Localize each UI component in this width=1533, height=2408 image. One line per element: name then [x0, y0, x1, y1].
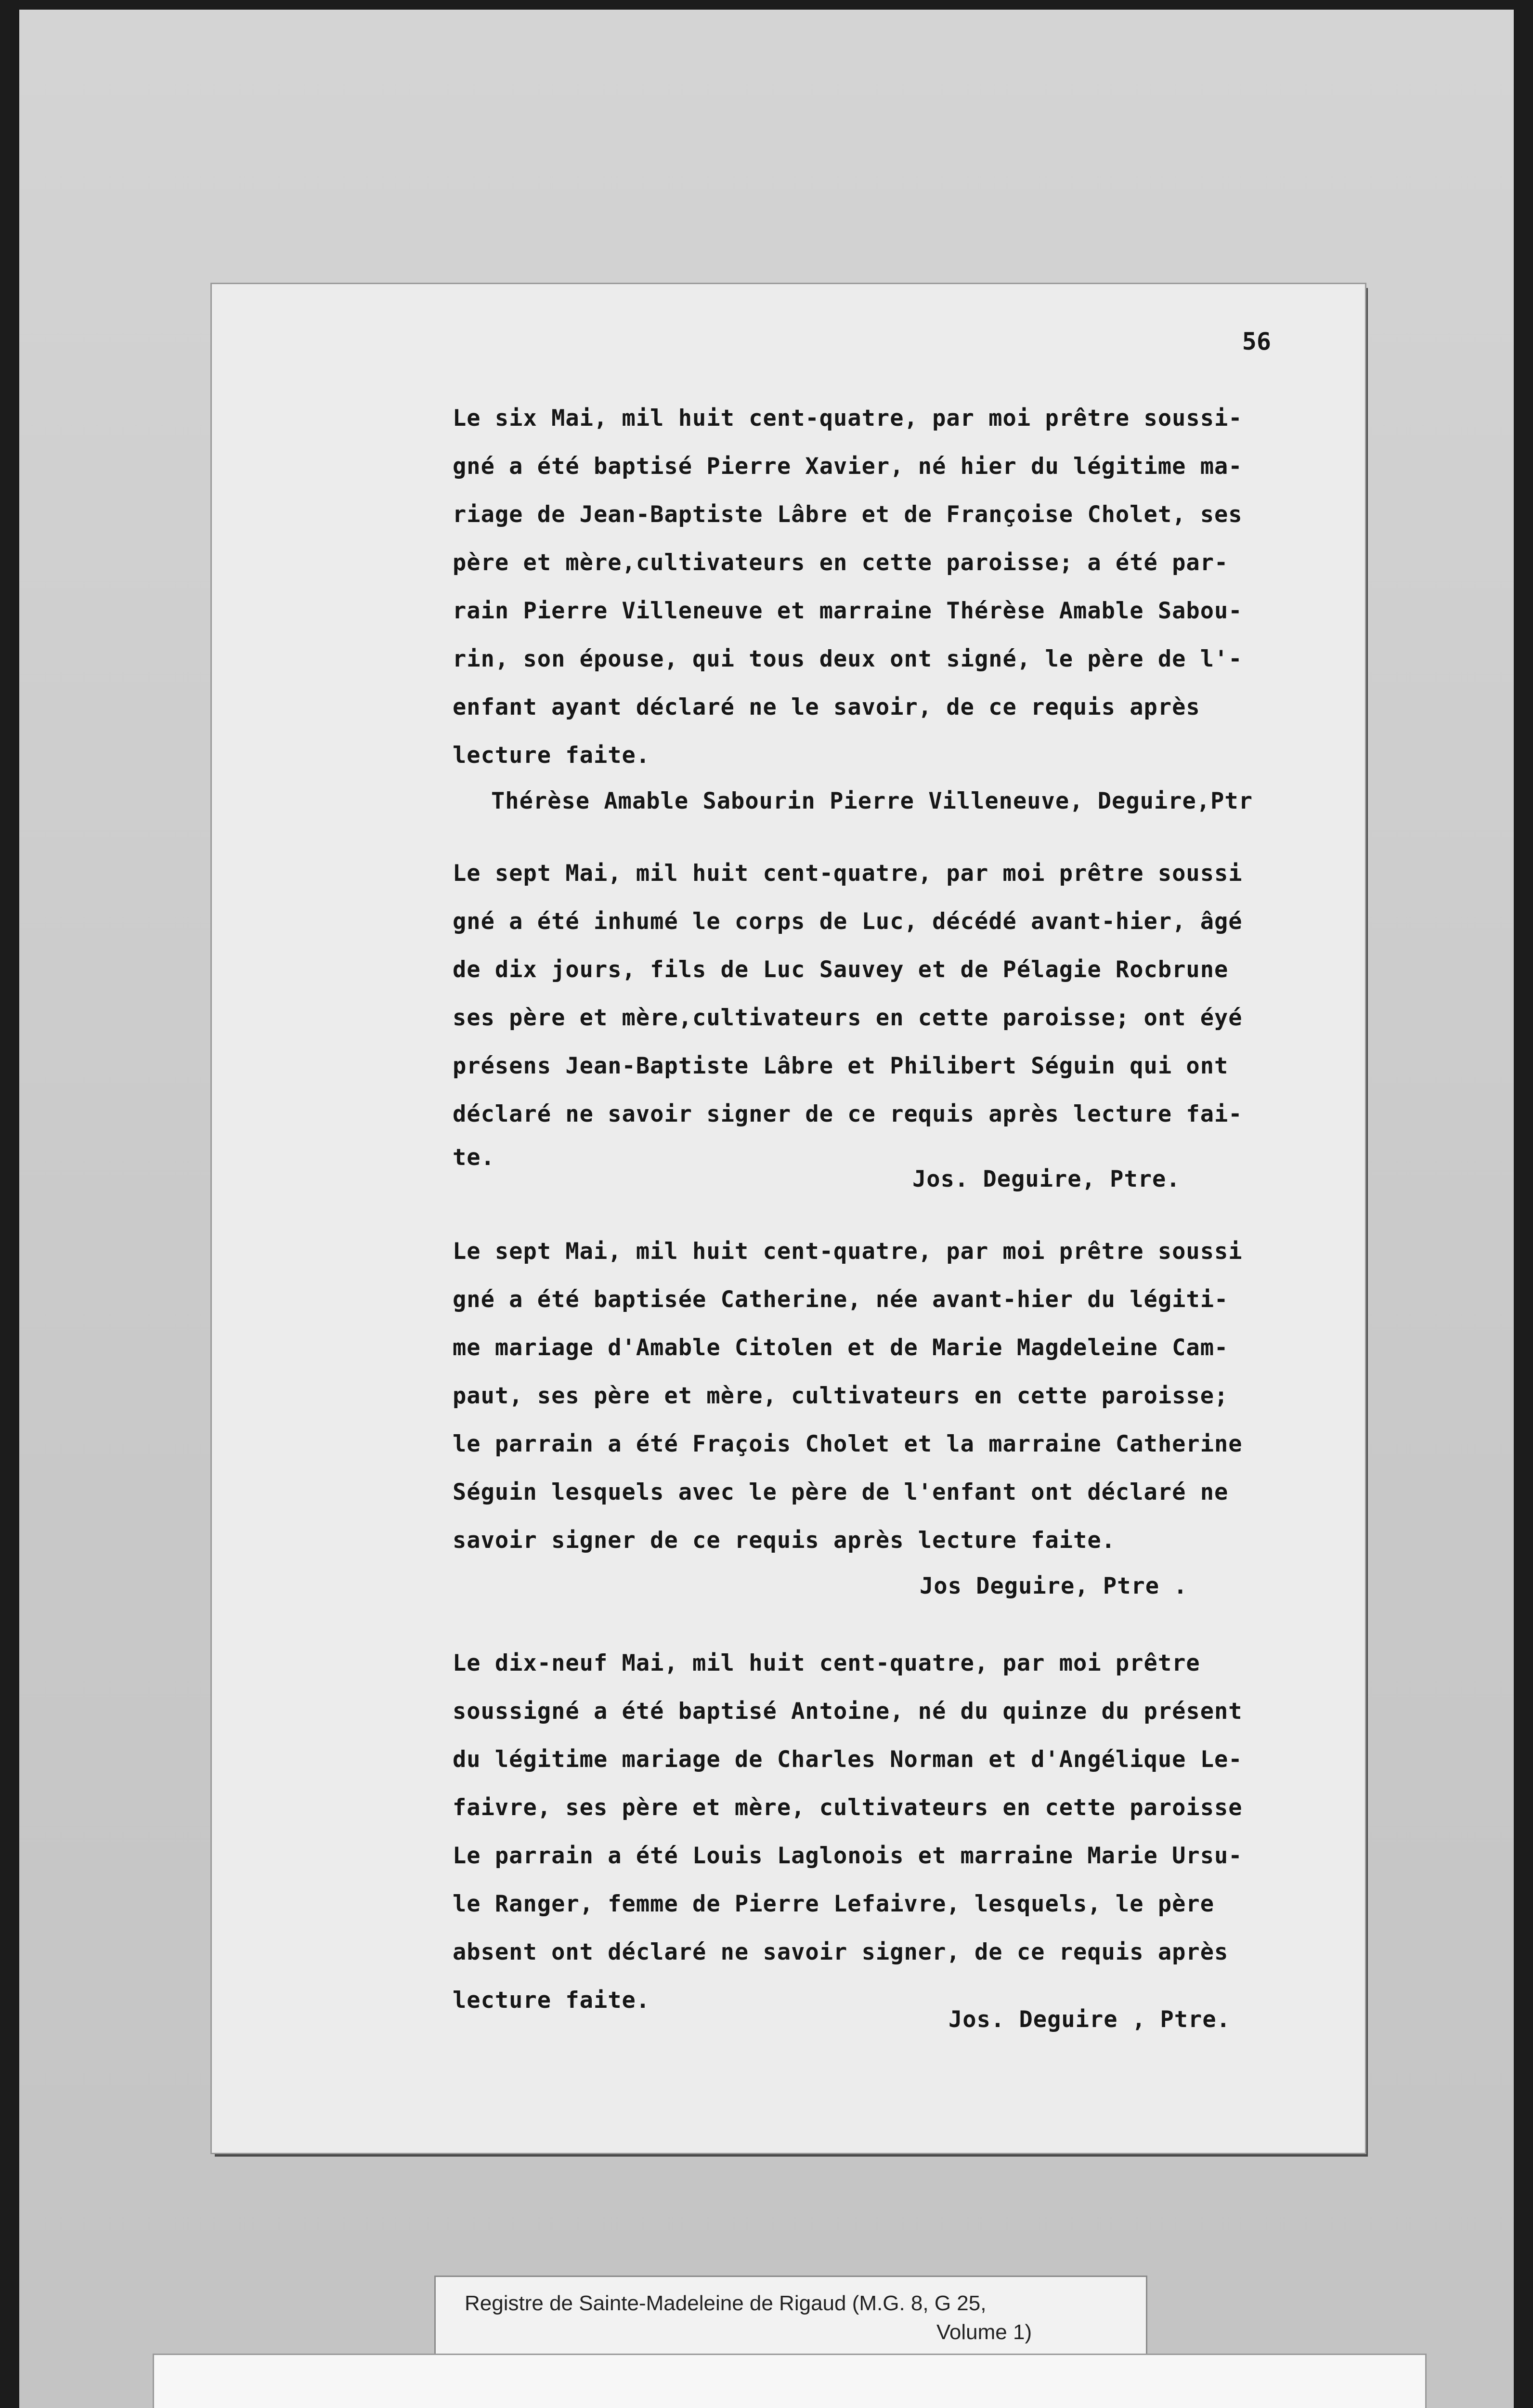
entry-line: de dix jours, fils de Luc Sauvey et de Pélagie Rocbrune: [453, 956, 1229, 983]
entry-line: rain Pierre Villeneuve et marraine Thérèse Amable Sabou-: [453, 598, 1243, 624]
entry-line: faivre, ses père et mère, cultivateurs en cette paroisse: [453, 1794, 1243, 1821]
archive-card: [154, 2355, 1425, 2408]
entry-line: gné a été baptisée Catherine, née avant-hier du légiti-: [453, 1286, 1229, 1313]
entry-line: paut, ses père et mère, cultivateurs en cette paroisse;: [453, 1383, 1229, 1409]
entry-line: rin, son épouse, qui tous deux ont signé, le père de l'-: [453, 646, 1243, 672]
entry-line: du légitime mariage de Charles Norman et d'Angélique Le-: [453, 1746, 1243, 1773]
entry-line: Le sept Mai, mil huit cent-quatre, par moi prêtre soussi: [453, 1238, 1243, 1265]
entry-line: te.: [453, 1144, 495, 1171]
reference-label-line: Volume 1): [936, 2320, 1032, 2344]
entry-line: soussigné a été baptisé Antoine, né du quinze du présent: [453, 1698, 1243, 1725]
entry-line: riage de Jean-Baptiste Lâbre et de Françoise Cholet, ses: [453, 501, 1243, 528]
page-number: 56: [1242, 327, 1271, 355]
entry-line: enfant ayant déclaré ne le savoir, de ce requis après: [453, 694, 1200, 720]
entry-signature: Thérèse Amable Sabourin Pierre Villeneuve, Deguire,Ptr: [491, 788, 1253, 814]
entry-line: lecture faite.: [453, 742, 650, 769]
entry-signature: Jos. Deguire, Ptre.: [912, 1166, 1181, 1192]
entry-line: déclaré ne savoir signer de ce requis après lecture fai-: [453, 1101, 1243, 1127]
reference-label: [436, 2277, 1146, 2354]
entry-line: Le parrain a été Louis Laglonois et marraine Marie Ursu-: [453, 1843, 1243, 1869]
entry-line: Le sept Mai, mil huit cent-quatre, par moi prêtre soussi: [453, 860, 1243, 887]
register-page: [212, 284, 1365, 2153]
entry-line: ses père et mère,cultivateurs en cette paroisse; ont éyé: [453, 1005, 1243, 1031]
entry-line: lecture faite.: [453, 1987, 650, 2014]
entry-line: présens Jean-Baptiste Lâbre et Philibert Séguin qui ont: [453, 1053, 1229, 1079]
entry-line: père et mère,cultivateurs en cette paroisse; a été par-: [453, 550, 1229, 576]
entry-line: gné a été inhumé le corps de Luc, décédé avant-hier, âgé: [453, 908, 1243, 935]
entry-line: Le six Mai, mil huit cent-quatre, par moi prêtre soussi-: [453, 405, 1243, 432]
entry-line: Le dix-neuf Mai, mil huit cent-quatre, par moi prêtre: [453, 1650, 1200, 1676]
entry-line: me mariage d'Amable Citolen et de Marie Magdeleine Cam-: [453, 1335, 1229, 1361]
entry-line: savoir signer de ce requis après lecture faite.: [453, 1527, 1116, 1554]
entry-line: gné a été baptisé Pierre Xavier, né hier du légitime ma-: [453, 453, 1243, 480]
entry-line: le Ranger, femme de Pierre Lefaivre, lesquels, le père: [453, 1891, 1215, 1917]
entry-line: absent ont déclaré ne savoir signer, de ce requis après: [453, 1939, 1229, 1965]
reference-label-line: Registre de Sainte-Madeleine de Rigaud (M.G. 8, G 25,: [465, 2291, 987, 2315]
entry-line: Séguin lesquels avec le père de l'enfant ont déclaré ne: [453, 1479, 1229, 1505]
entry-signature: Jos Deguire, Ptre .: [920, 1573, 1188, 1599]
entry-line: le parrain a été Fraçois Cholet et la marraine Catherine: [453, 1431, 1243, 1457]
entry-signature: Jos. Deguire , Ptre.: [948, 2006, 1231, 2033]
